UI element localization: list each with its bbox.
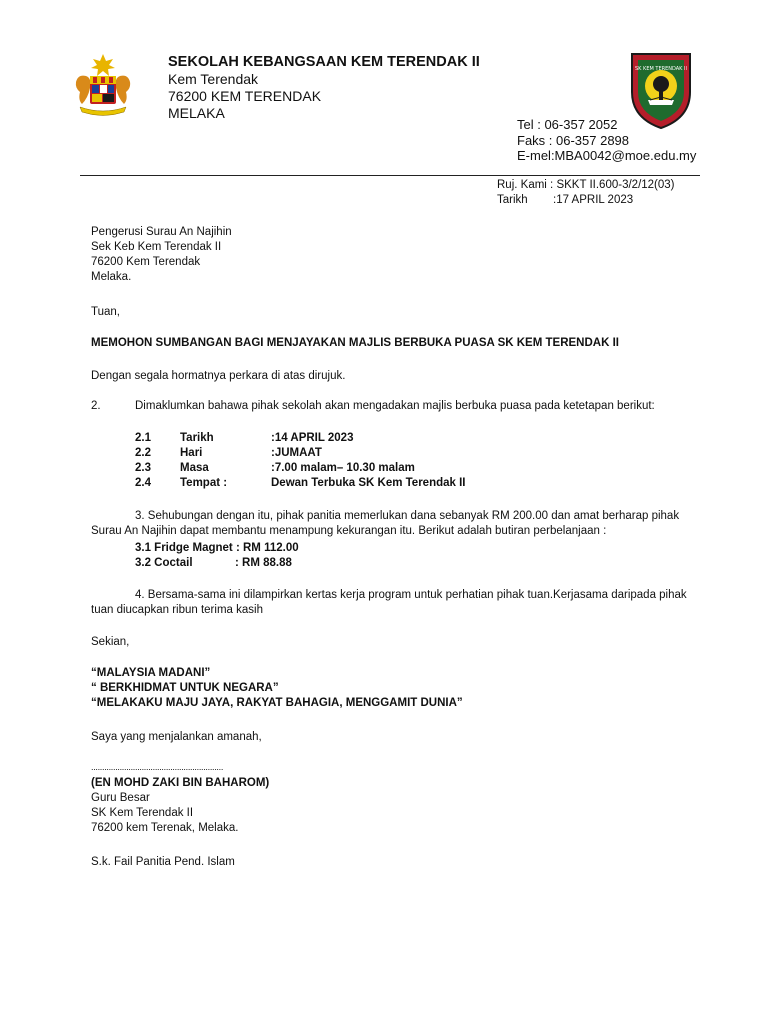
addressee-line: Melaka.: [91, 271, 132, 283]
addressee-line: Sek Keb Kem Terendak II: [91, 241, 222, 253]
detail-row: [135, 431, 466, 446]
malaysia-coat-of-arms-icon: [72, 52, 134, 118]
letterhead: [168, 54, 480, 122]
opening-line: Dengan segala hormatnya perkara di atas dirujuk.: [91, 370, 346, 382]
motto-line: “MELAKAKU MAJU JAYA, RAKYAT BAHAGIA, MENGGAMIT DUNIA”: [91, 697, 463, 709]
detail-number: 2.3: [135, 462, 151, 474]
date-value: :17 APRIL 2023: [553, 194, 634, 206]
detail-label: Hari: [180, 447, 203, 459]
ref-label: Ruj. Kami :: [497, 179, 554, 191]
school-name: SEKOLAH KEBANGSAAN KEM TERENDAK II: [168, 54, 480, 70]
fax-line: Faks : 06-357 2898: [517, 132, 630, 148]
detail-number: 2.1: [135, 432, 151, 444]
cost-row: [135, 556, 299, 571]
signer-block: [91, 776, 269, 836]
detail-number: 2.2: [135, 447, 151, 459]
paragraph-text: Dimaklumkan bahawa pihak sekolah akan mengadakan majlis berbuka puasa pada ketetapan berikut:: [135, 400, 655, 412]
closing: Sekian,: [91, 636, 130, 648]
detail-value: Dewan Terbuka SK Kem Terendak II: [271, 477, 466, 489]
addressee-line: Pengerusi Surau An Najihin: [91, 226, 232, 238]
paragraph-number: 2.: [91, 400, 101, 412]
detail-label: Tempat :: [180, 477, 228, 489]
signature-line: ............................................................: [91, 762, 224, 772]
detail-label: Masa: [180, 462, 209, 474]
paragraph-3: 3. Sehubungan dengan itu, pihak panitia memerlukan dana sebanyak RM 200.00 dan amat berharap pihak Surau An Najihin dapat membantu menampung kekurangan itu. Berikut adalah butiran perbelanjaan :: [91, 510, 680, 537]
cost-breakdown: [135, 541, 299, 571]
address-line: 76200 KEM TERENDAK: [168, 88, 322, 104]
header-divider: [80, 175, 700, 176]
detail-row: [135, 476, 466, 491]
motto-line: “MALAYSIA MADANI”: [91, 667, 211, 679]
signer-line: Guru Besar: [91, 792, 150, 804]
cost-value: : RM 88.88: [235, 557, 292, 569]
cost-row: [135, 541, 299, 556]
detail-value: :7.00 malam– 10.30 malam: [271, 462, 415, 474]
email-line: E-mel:MBA0042@moe.edu.my: [517, 148, 697, 163]
cost-label: 3.1 Fridge Magnet : RM 112.00: [135, 542, 299, 554]
cc-line: S.k. Fail Panitia Pend. Islam: [91, 856, 235, 868]
motto-line: “ BERKHIDMAT UNTUK NEGARA”: [91, 682, 279, 694]
ref-value: SKKT II.600-3/2/12(03): [556, 179, 675, 191]
salutation: Tuan,: [91, 306, 120, 318]
paragraph-2: [91, 399, 655, 414]
detail-value: :JUMAAT: [271, 447, 322, 459]
paragraph-4: 4. Bersama-sama ini dilampirkan kertas kerja program untuk perhatian pihak tuan.Kerjasama daripada pihak tuan diucapkan ribun terima kasih: [91, 589, 687, 616]
letter-subject: MEMOHON SUMBANGAN BAGI MENJAYAKAN MAJLIS BERBUKA PUASA SK KEM TERENDAK II: [91, 337, 619, 349]
address-line: Kem Terendak: [168, 71, 259, 87]
school-logo-text: SK KEM TERENDAK II: [635, 66, 687, 72]
mottos-block: [91, 666, 463, 711]
detail-value: :14 APRIL 2023: [271, 432, 354, 444]
trust-line: Saya yang menjalankan amanah,: [91, 731, 262, 743]
cost-label: 3.2 Coctail: [135, 557, 193, 569]
detail-number: 2.4: [135, 477, 151, 489]
date-label: Tarikh: [497, 194, 528, 206]
contact-block: [517, 117, 696, 164]
tel-line: Tel : 06-357 2052: [517, 117, 618, 132]
addressee-block: [91, 225, 232, 285]
signer-line: SK Kem Terendak II: [91, 807, 194, 819]
signer-name: (EN MOHD ZAKI BIN BAHAROM): [91, 777, 270, 789]
detail-row: [135, 446, 466, 461]
detail-label: Tarikh: [180, 432, 214, 444]
addressee-line: 76200 Kem Terendak: [91, 256, 201, 268]
address-line: MELAKA: [168, 105, 225, 121]
reference-block: [497, 178, 675, 208]
detail-row: [135, 461, 466, 476]
signer-line: 76200 kem Terenak, Melaka.: [91, 822, 239, 834]
event-details: [135, 431, 466, 491]
